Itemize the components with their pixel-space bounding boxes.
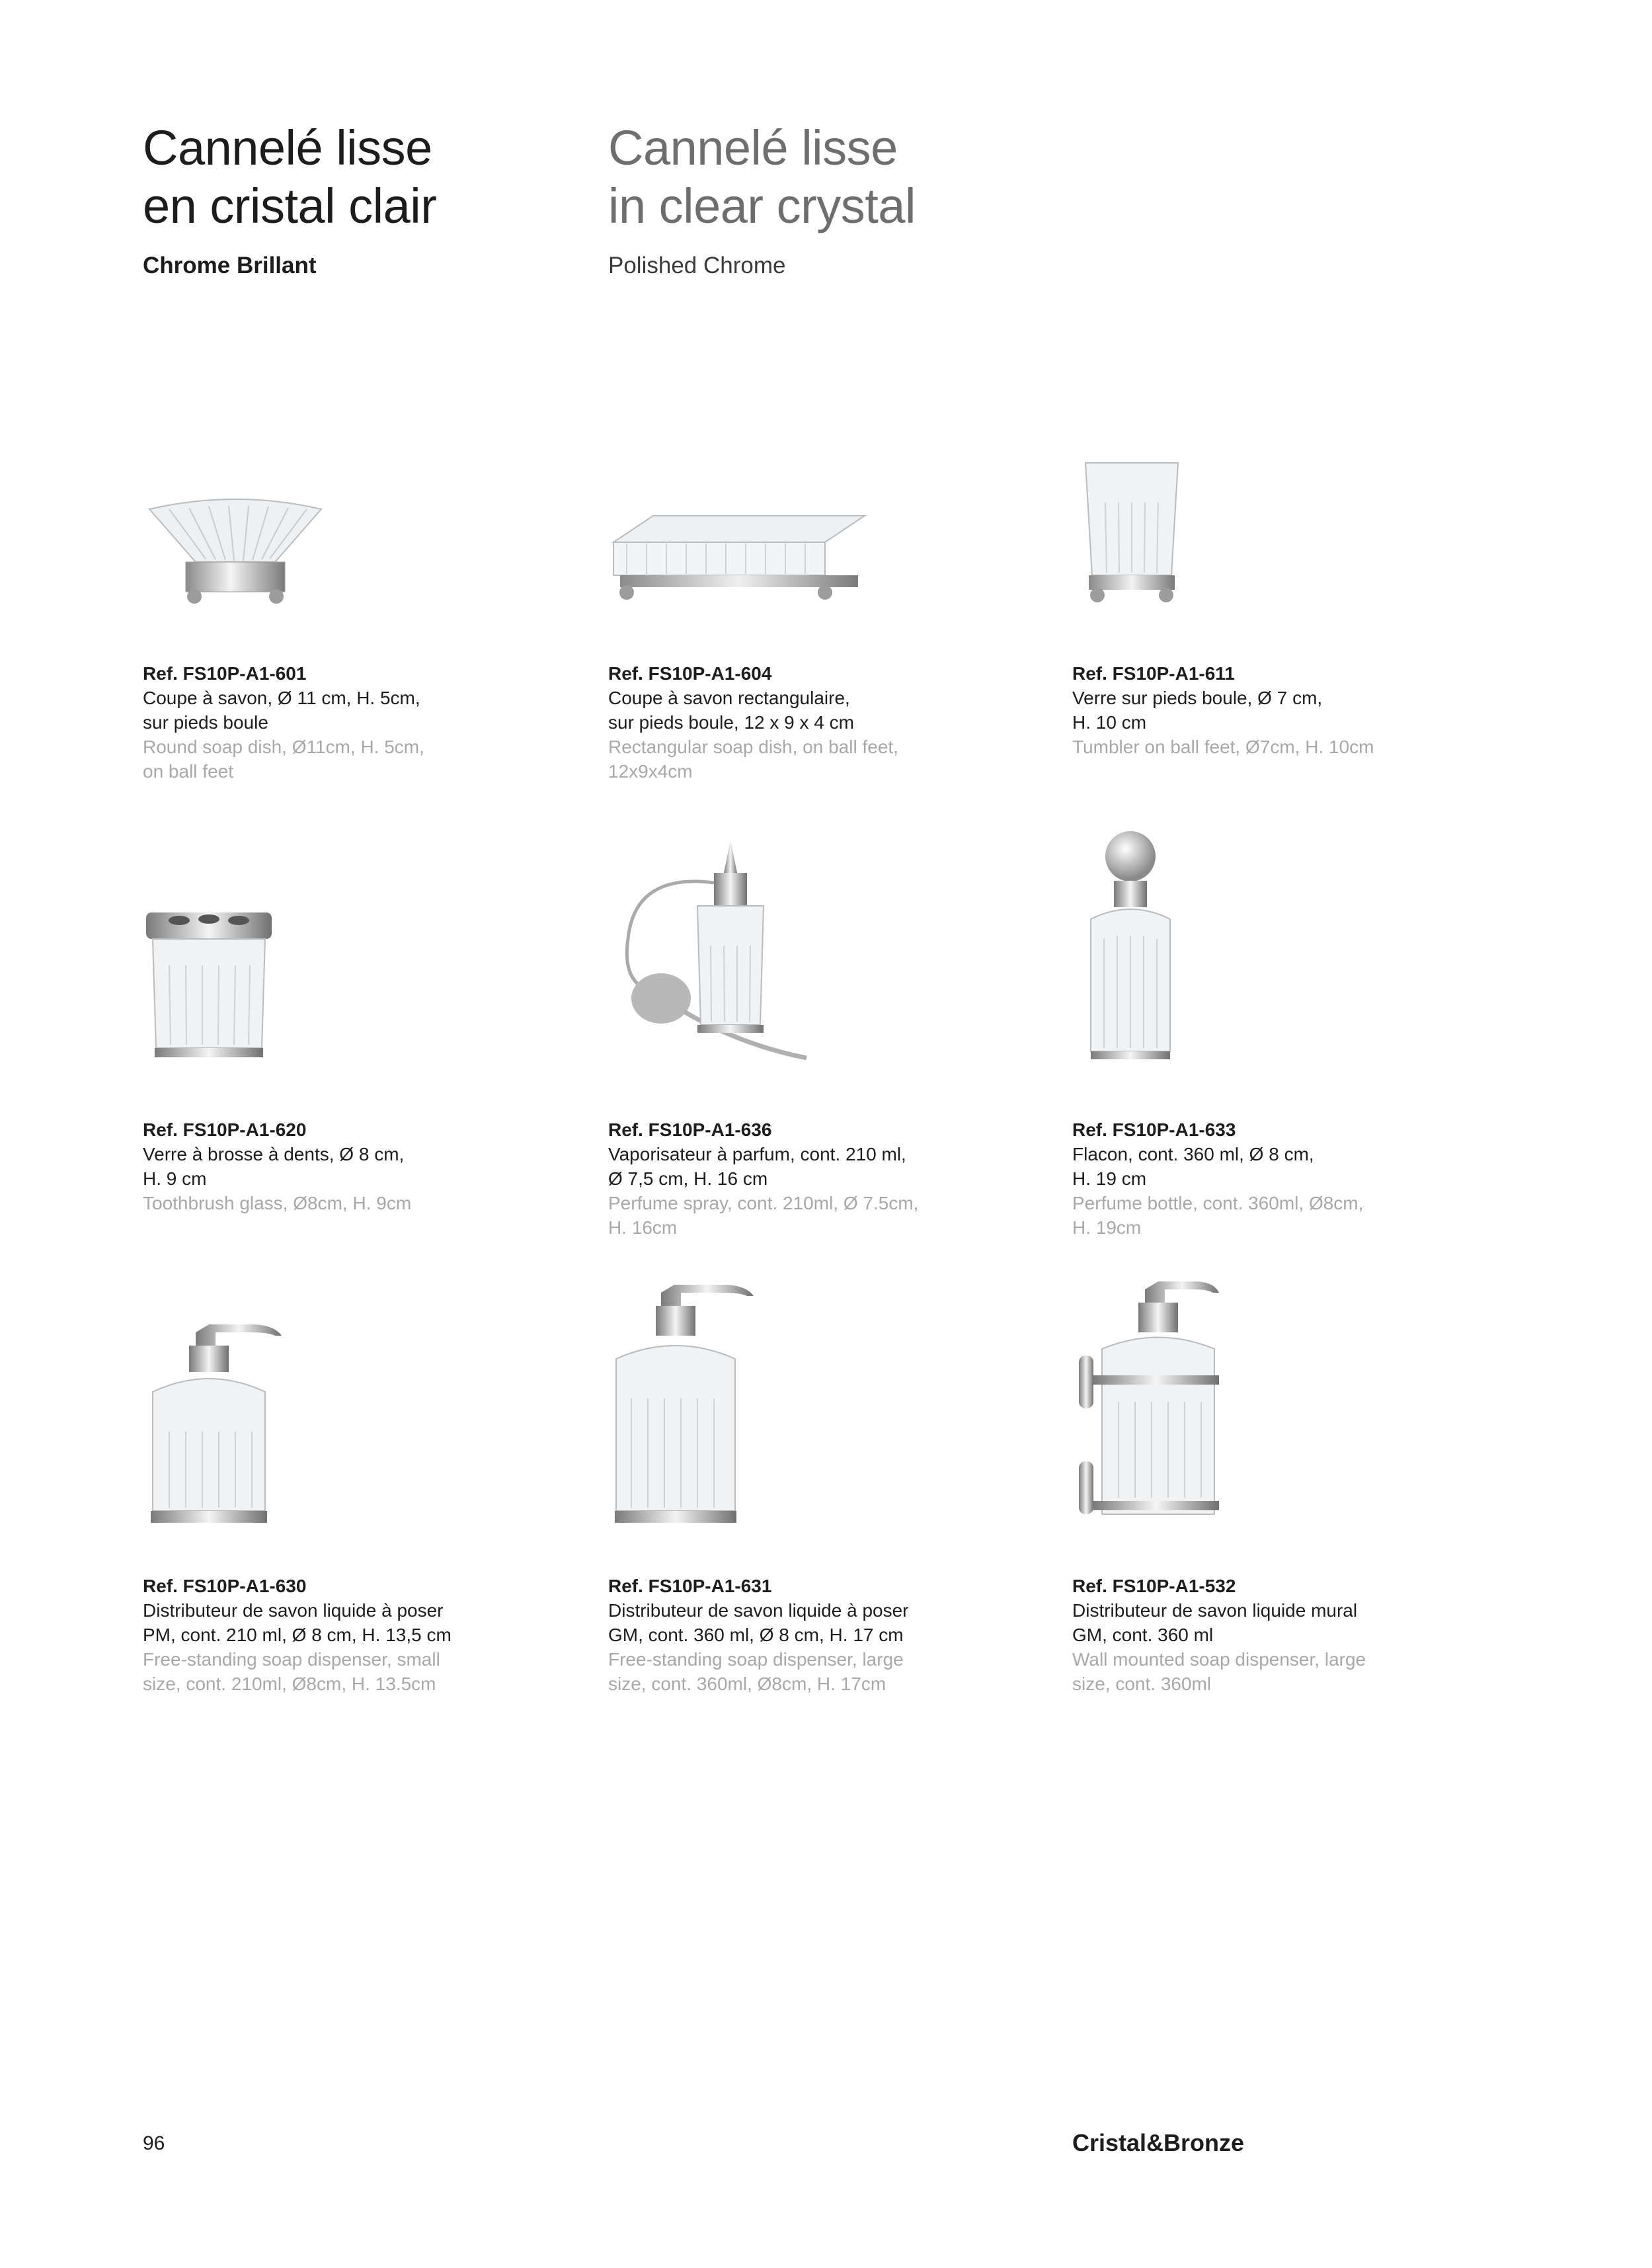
page-title-fr (143, 119, 436, 235)
wall-soap-dispenser-icon (1072, 1276, 1231, 1534)
product-item (143, 661, 500, 784)
product-item (1072, 1574, 1429, 1696)
product-desc-fr: Verre à brosse à dents, Ø 8 cm, H. 9 cm (143, 1144, 405, 1189)
product-desc-fr: Distributeur de savon liquide mural GM, cont. 360 ml (1072, 1600, 1358, 1645)
product-ref: Ref. FS10P-A1-631 (608, 1576, 772, 1596)
product-item (608, 1574, 965, 1696)
product-ref: Ref. FS10P-A1-532 (1072, 1576, 1236, 1596)
product-ref: Ref. FS10P-A1-601 (143, 663, 307, 684)
page-title-en (608, 119, 916, 235)
product-ref: Ref. FS10P-A1-633 (1072, 1119, 1236, 1140)
product-ref: Ref. FS10P-A1-620 (143, 1119, 307, 1140)
product-desc-en: Free-standing soap dispenser, large size, cont. 360ml, Ø8cm, H. 17cm (608, 1649, 904, 1694)
product-desc-en: Toothbrush glass, Ø8cm, H. 9cm (143, 1193, 412, 1213)
product-item (1072, 661, 1429, 759)
product-desc-en: Round soap dish, Ø11cm, H. 5cm, on ball feet (143, 737, 424, 782)
soap-dish-icon (143, 489, 328, 615)
product-ref: Ref. FS10P-A1-604 (608, 663, 772, 684)
product-desc-en: Free-standing soap dispenser, small size, cont. 210ml, Ø8cm, H. 13.5cm (143, 1649, 440, 1694)
finish-label-en: Polished Chrome (608, 253, 786, 278)
tumbler-icon (1079, 456, 1185, 615)
product-desc-fr: Distributeur de savon liquide à poser PM, cont. 210 ml, Ø 8 cm, H. 13,5 cm (143, 1600, 452, 1645)
perfume-spray-icon (608, 833, 833, 1084)
product-desc-en: Tumbler on ball feet, Ø7cm, H. 10cm (1072, 737, 1374, 757)
page-number: 96 (143, 2132, 165, 2154)
perfume-bottle-icon (1074, 827, 1187, 1071)
title-fr-line1: Cannelé lisse (143, 120, 432, 175)
product-desc-en: Perfume bottle, cont. 360ml, Ø8cm, H. 19cm (1072, 1193, 1364, 1238)
finish-label-fr: Chrome Brillant (143, 253, 317, 278)
rectangular-soap-dish-icon (607, 503, 871, 602)
product-desc-en: Rectangular soap dish, on ball feet, 12x9x4cm (608, 737, 898, 782)
product-item (608, 1117, 965, 1240)
title-fr-line2: en cristal clair (143, 179, 437, 233)
product-item (1072, 1117, 1429, 1240)
product-desc-en: Perfume spray, cont. 210ml, Ø 7.5cm, H. 16cm (608, 1193, 919, 1238)
product-desc-fr: Verre sur pieds boule, Ø 7 cm, H. 10 cm (1072, 688, 1323, 733)
product-desc-fr: Distributeur de savon liquide à poser GM, cont. 360 ml, Ø 8 cm, H. 17 cm (608, 1600, 909, 1645)
product-desc-fr: Coupe à savon, Ø 11 cm, H. 5cm, sur pieds boule (143, 688, 420, 733)
small-soap-dispenser-icon (143, 1319, 288, 1531)
product-desc-fr: Coupe à savon rectangulaire, sur pieds boule, 12 x 9 x 4 cm (608, 688, 854, 733)
large-soap-dispenser-icon (608, 1279, 760, 1531)
title-en-line2: in clear crystal (608, 179, 916, 233)
toothbrush-glass-icon (143, 906, 275, 1065)
brand-logo: Cristal&Bronze (1072, 2129, 1245, 2156)
product-item (143, 1117, 500, 1215)
product-ref: Ref. FS10P-A1-630 (143, 1576, 307, 1596)
product-desc-en: Wall mounted soap dispenser, large size, cont. 360ml (1072, 1649, 1366, 1694)
product-item (608, 661, 965, 784)
product-desc-fr: Flacon, cont. 360 ml, Ø 8 cm, H. 19 cm (1072, 1144, 1314, 1189)
product-item (143, 1574, 500, 1696)
product-ref: Ref. FS10P-A1-611 (1072, 663, 1235, 684)
product-ref: Ref. FS10P-A1-636 (608, 1119, 772, 1140)
title-en-line1: Cannelé lisse (608, 120, 898, 175)
product-desc-fr: Vaporisateur à parfum, cont. 210 ml, Ø 7,5 cm, H. 16 cm (608, 1144, 906, 1189)
